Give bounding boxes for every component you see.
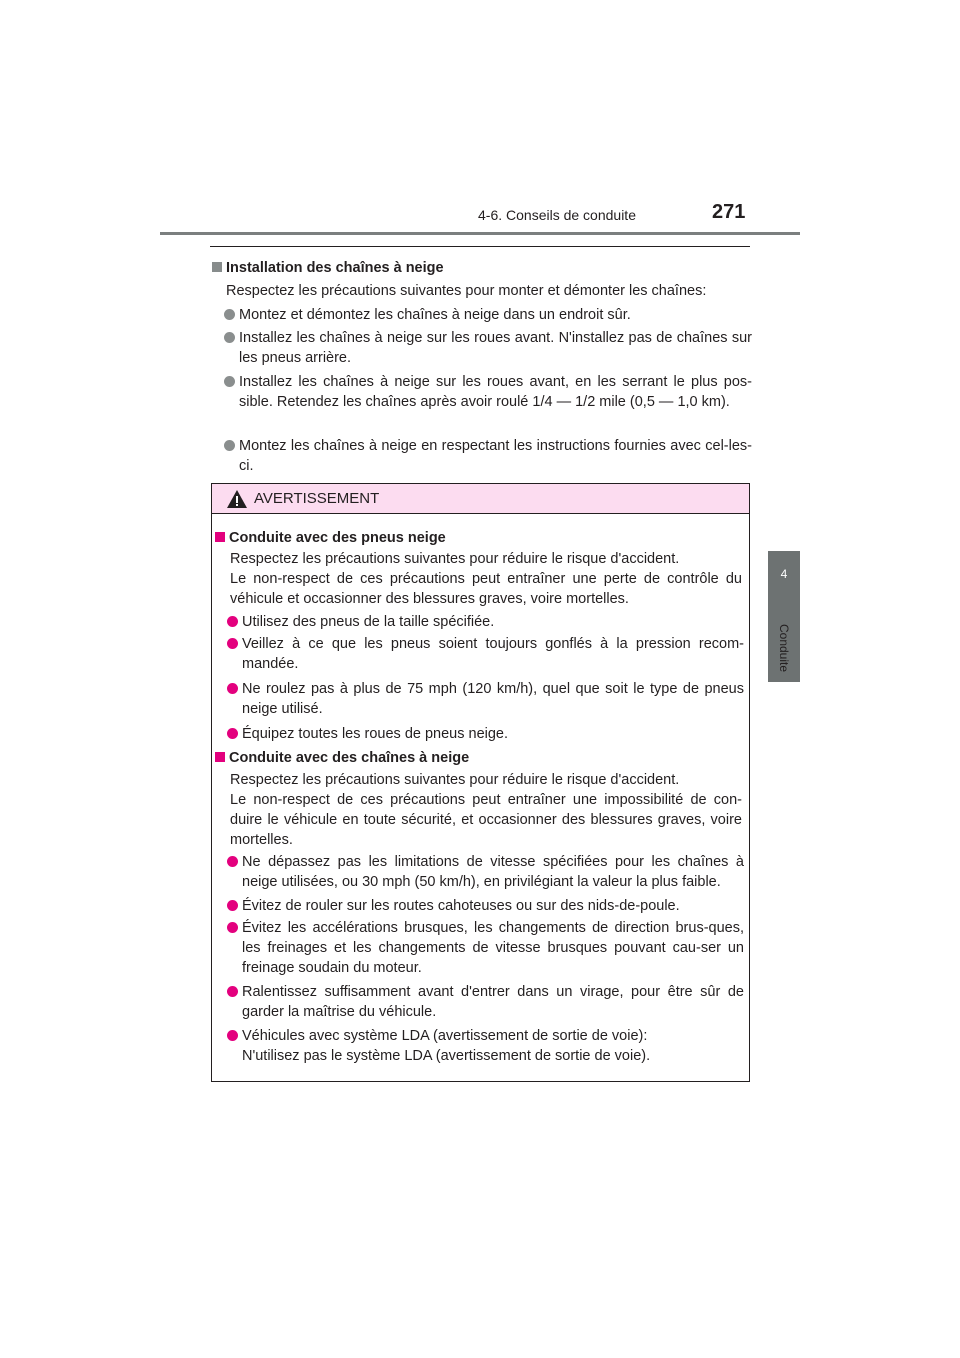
header-section-title: 4-6. Conseils de conduite: [478, 207, 636, 223]
list-item: Ralentissez suffisamment avant d'entrer dans un virage, pour être sûr de garder la maîtrise du véhicule.: [227, 982, 744, 1022]
warning-title: AVERTISSEMENT: [254, 490, 380, 507]
lda-condition: Véhicules avec système LDA (avertissement de sortie de voie):: [242, 1028, 648, 1044]
list-item: Évitez les accélérations brusques, les changements de direction brus-ques, les freinages et les changements de vitesse brusques pouvant cau-ser un freinage soudain du moteur.: [227, 918, 744, 978]
bullet-dot-icon: [227, 922, 238, 933]
page-number: 271: [712, 201, 746, 223]
bullet-dot-icon: [227, 900, 238, 911]
chapter-number: 4: [780, 567, 788, 581]
warning-intro: Respectez les précautions suivantes pour réduire le risque d'accident.: [230, 772, 680, 788]
bullet-dot-icon: [227, 728, 238, 739]
warning-snow-chains-heading: [215, 748, 469, 768]
content-top-rule: [210, 246, 750, 247]
header-rule: [160, 232, 800, 235]
warning-triangle-icon: [227, 490, 247, 508]
bullet-dot-icon: [224, 440, 235, 451]
list-item: Ne roulez pas à plus de 75 mph (120 km/h), quel que soit le type de pneus neige utilisé.: [227, 679, 744, 719]
list-item: Installez les chaînes à neige sur les roues avant. N'installez pas de chaînes sur les pneus arrière.: [224, 328, 752, 368]
section-intro: Respectez les précautions suivantes pour monter et démonter les chaînes:: [226, 283, 707, 299]
bullet-dot-icon: [227, 683, 238, 694]
subsection-title: Conduite avec des pneus neige: [229, 530, 446, 546]
chapter-label: Conduite: [777, 623, 791, 673]
square-bullet-icon: [215, 532, 225, 542]
bullet-dot-icon: [224, 376, 235, 387]
bullet-dot-icon: [227, 1030, 238, 1041]
bullet-dot-icon: [227, 856, 238, 867]
lda-instruction: N'utilisez pas le système LDA (avertissement de sortie de voie).: [242, 1048, 651, 1064]
section-installation-heading: [212, 258, 444, 278]
list-item: [227, 1026, 744, 1066]
square-bullet-icon: [215, 752, 225, 762]
list-item: Montez et démontez les chaînes à neige dans un endroit sûr.: [224, 305, 752, 325]
bullet-dot-icon: [227, 616, 238, 627]
list-item: Installez les chaînes à neige sur les roues avant, en les serrant le plus pos-sible. Retendez les chaînes après avoir roulé 1/4 — 1/2 mile (0,5 — 1,0 km).: [224, 372, 752, 432]
list-item: Évitez de rouler sur les routes cahoteuses ou sur des nids-de-poule.: [227, 896, 744, 916]
list-item: Montez les chaînes à neige en respectant les instructions fournies avec cel-les-ci.: [224, 436, 752, 476]
warning-snow-tires-heading: [215, 528, 446, 548]
bullet-dot-icon: [224, 309, 235, 320]
list-item: Veillez à ce que les pneus soient toujours gonflés à la pression recom-mandée.: [227, 634, 744, 674]
bullet-dot-icon: [227, 638, 238, 649]
warning-consequence: Le non-respect de ces précautions peut entraîner une impossibilité de con-duire le véhicule en toute sécurité, et occasionner des blessures graves, voire mortelles.: [230, 792, 742, 848]
subsection-title: Conduite avec des chaînes à neige: [229, 750, 470, 766]
list-item: Équipez toutes les roues de pneus neige.: [227, 724, 744, 744]
warning-intro: Respectez les précautions suivantes pour réduire le risque d'accident.: [230, 551, 680, 567]
bullet-dot-icon: [227, 986, 238, 997]
bullet-dot-icon: [224, 332, 235, 343]
list-item: Utilisez des pneus de la taille spécifiée.: [227, 612, 744, 632]
section-title: Installation des chaînes à neige: [226, 260, 444, 276]
list-item: Ne dépassez pas les limitations de vitesse spécifiées pour les chaînes à neige utilisées, ou 30 mph (50 km/h), en privilégiant la valeur la plus faible.: [227, 852, 744, 892]
square-bullet-icon: [212, 262, 222, 272]
warning-consequence: Le non-respect de ces précautions peut entraîner une perte de contrôle du véhicule et occasionner des blessures graves, voire mortelles.: [230, 571, 742, 607]
